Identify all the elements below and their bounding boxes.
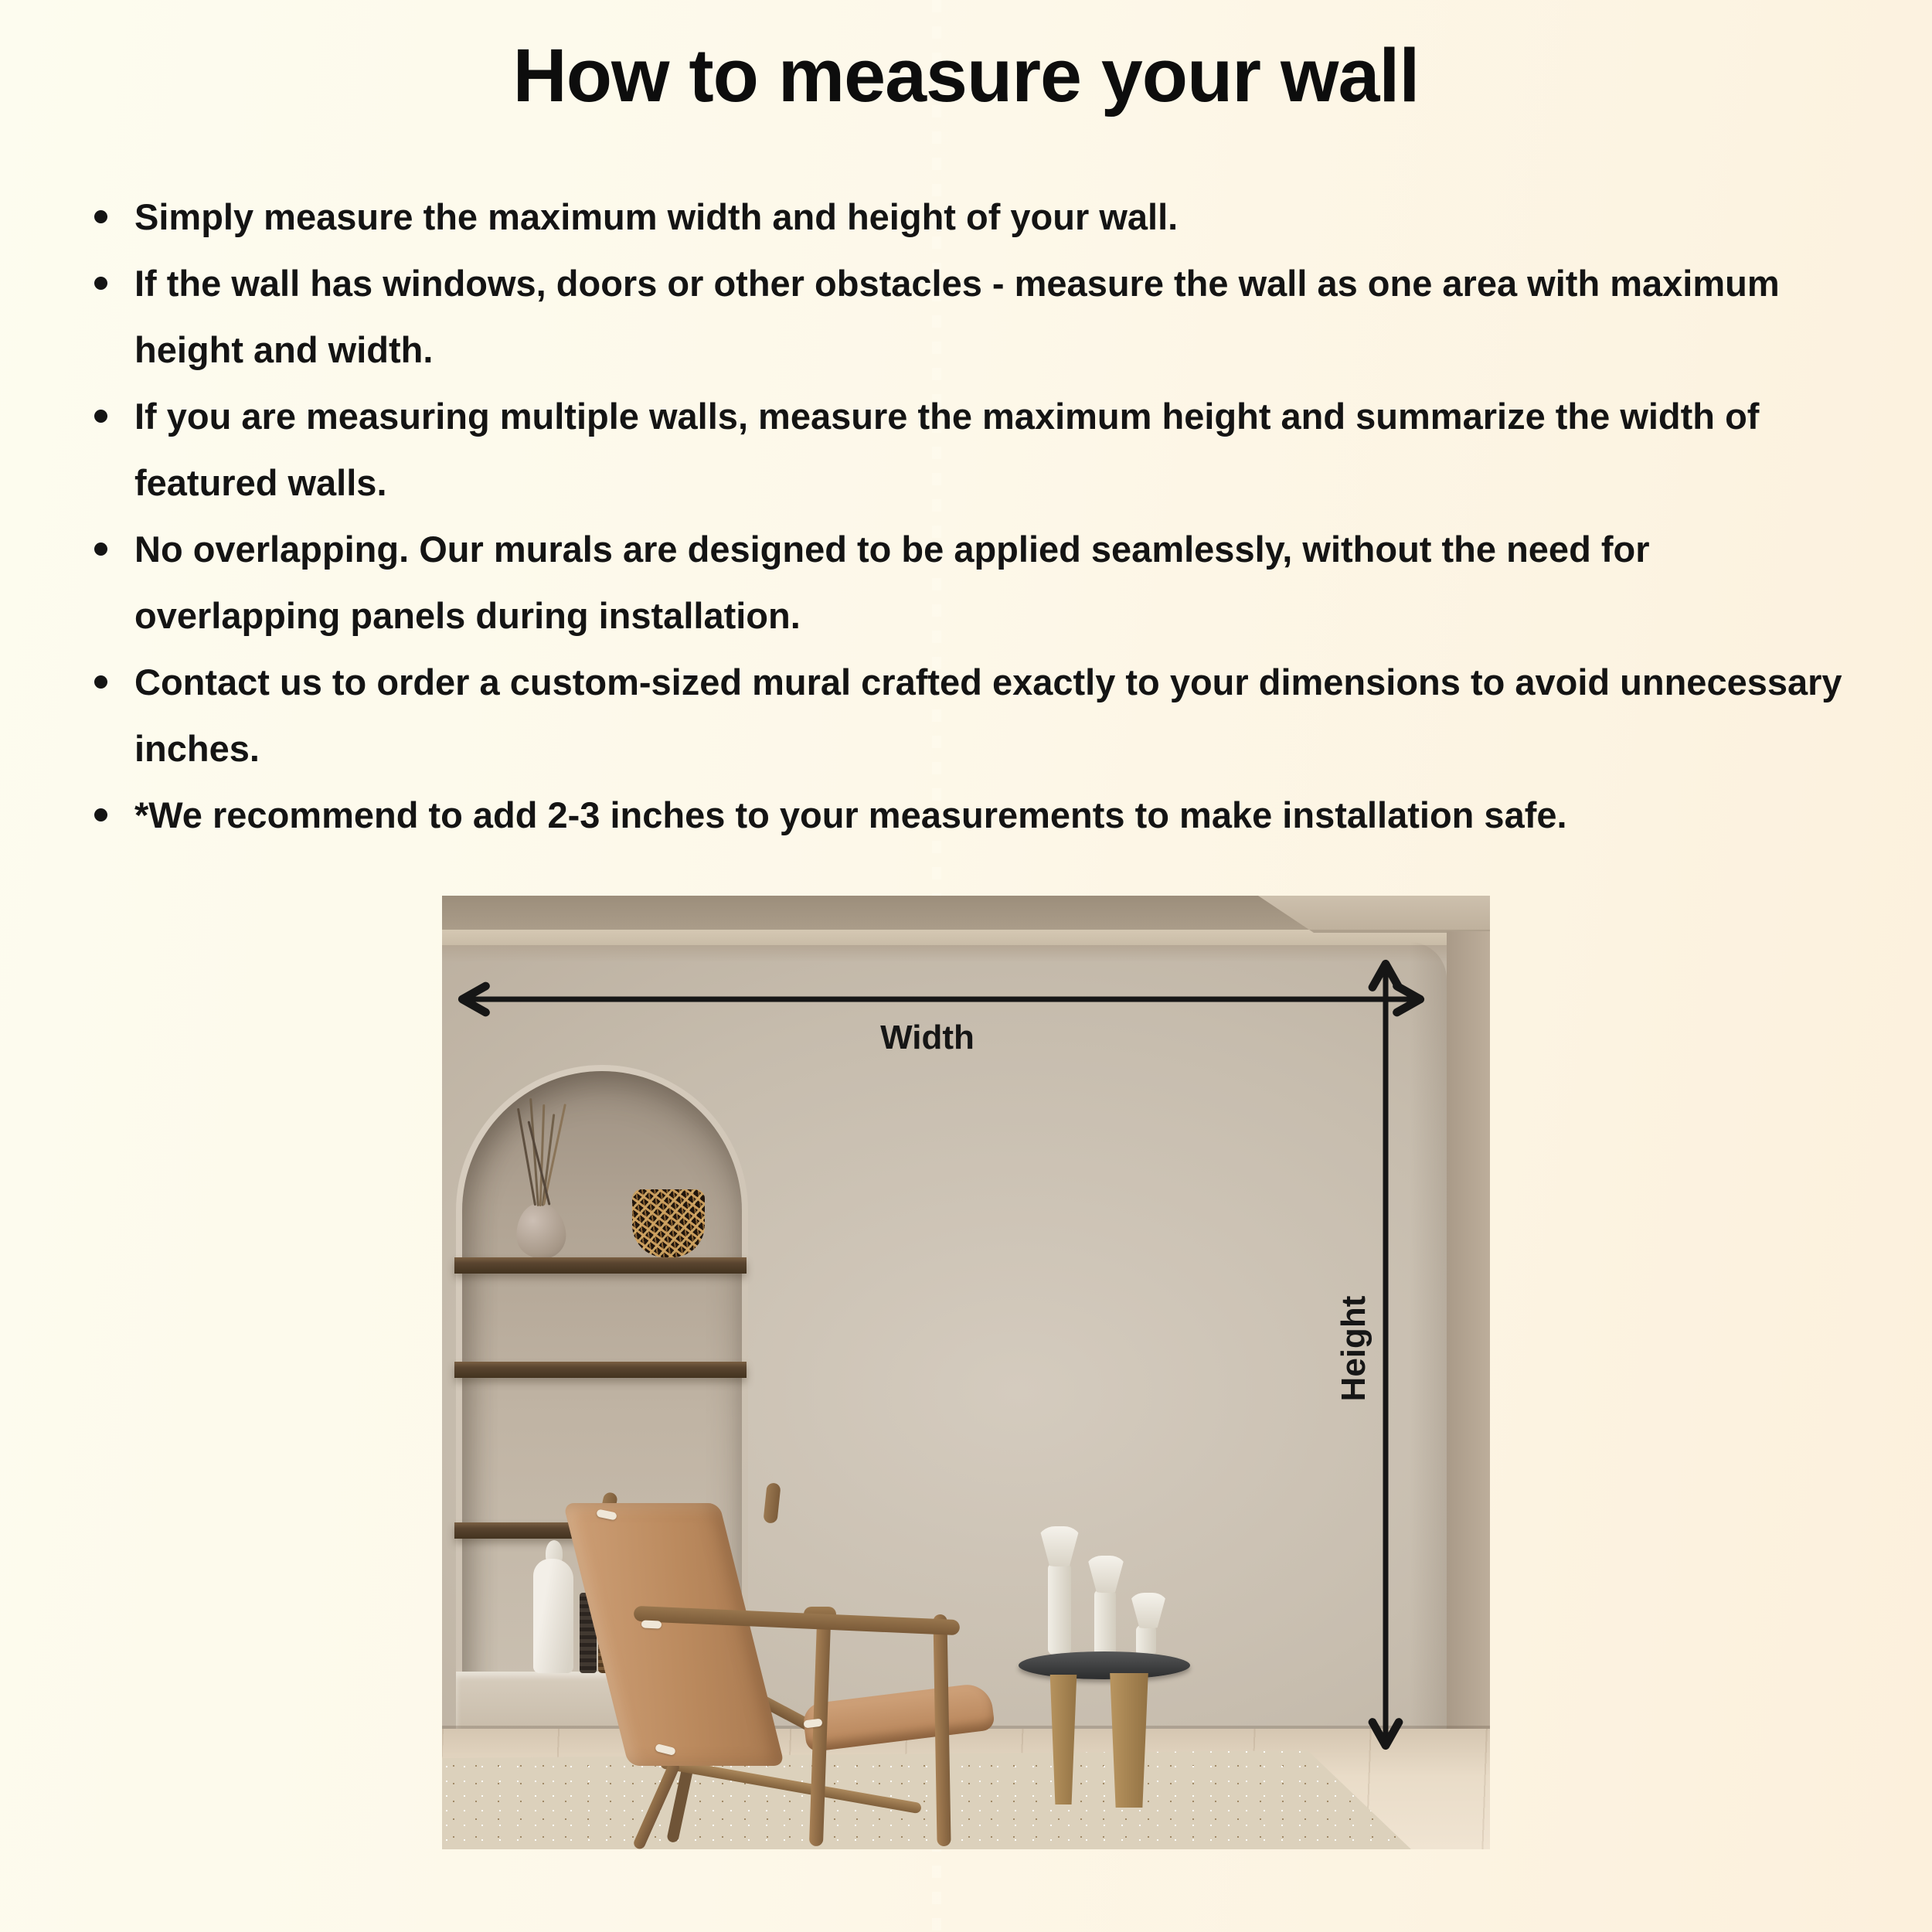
list-item: [87, 516, 1864, 649]
room-photo: [442, 896, 1490, 1849]
list-item: [87, 250, 1864, 383]
instruction-text: Contact us to order a custom-sized mural crafted exactly to your dimensions to avoid unnecessary inches.: [134, 662, 1842, 769]
instruction-text: If you are measuring multiple walls, measure the maximum height and summarize the width of featured walls.: [134, 396, 1760, 503]
list-item: [87, 184, 1864, 250]
instruction-text: If the wall has windows, doors or other obstacles - measure the wall as one area with maximum height and width.: [134, 263, 1780, 370]
bullet-dot: [94, 675, 107, 689]
instruction-text: Simply measure the maximum width and height of your wall.: [134, 196, 1179, 237]
height-label: Height: [1335, 1295, 1372, 1402]
list-item: [87, 649, 1864, 782]
list-item: [87, 782, 1864, 849]
instruction-text: *We recommend to add 2-3 inches to your measurements to make installation safe.: [134, 794, 1567, 835]
page-title: How to measure your wall: [512, 33, 1420, 117]
instructions-list: [87, 184, 1864, 849]
list-item: [87, 383, 1864, 516]
bullet-dot: [94, 210, 107, 223]
bullet-dot: [94, 410, 107, 423]
bullet-dot: [94, 277, 107, 290]
bullet-dot: [94, 808, 107, 821]
instruction-text: No overlapping. Our murals are designed to be applied seamlessly, without the need for overlapping panels during installation.: [134, 529, 1650, 636]
bullet-dot: [94, 543, 107, 556]
width-label: Width: [880, 1019, 975, 1056]
